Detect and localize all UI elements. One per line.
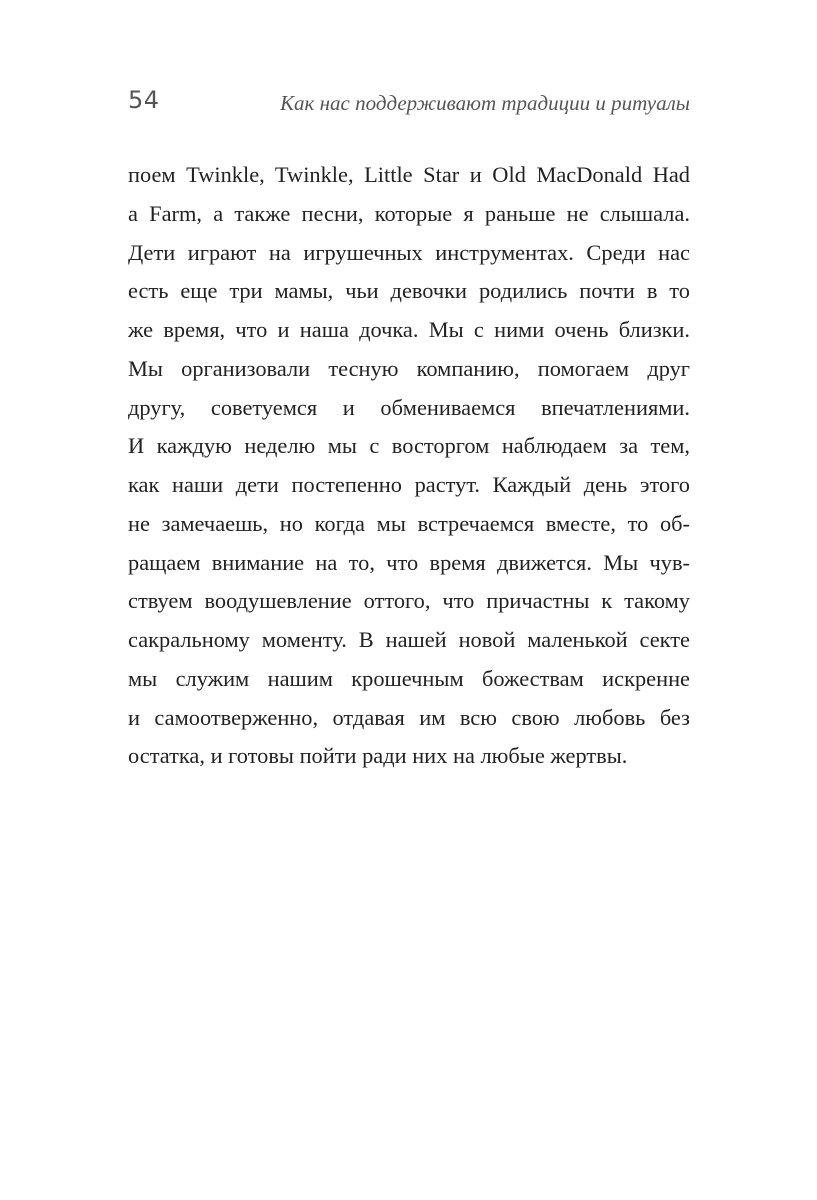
text-line: Дети играют на игрушечных инструментах. Среди нас (128, 239, 690, 265)
text-line: как наши дети постепенно растут. Каждый день этого (128, 472, 690, 497)
text-line: же время, что и наша дочка. Мы с ними очень близки. (128, 317, 690, 342)
text-line: поем Twinkle, Twinkle, Little Star и Old MacDonald Had (128, 162, 690, 187)
text-line: ствуем воодушевление оттого, что причастны к такому (128, 588, 690, 614)
text-line: и самоотверженно, отдавая им всю свою любовь без (128, 704, 690, 730)
body-text (128, 156, 690, 776)
text-line: мы служим нашим крошечным божествам искренне (128, 665, 690, 691)
text-line: ращаем внимание на то, что время движется. Мы чув- (128, 549, 690, 575)
text-line: сакральному моменту. В нашей новой маленькой секте (128, 627, 690, 652)
text-line: остатка, и готовы пойти ради них на любые жертвы. (128, 743, 628, 769)
text-line: Мы организовали тесную компанию, помогаем друг (128, 355, 690, 381)
text-line: есть еще три мамы, чьи девочки родились почти в то (128, 278, 690, 304)
text-line: И каждую неделю мы с восторгом наблюдаем за тем, (128, 433, 690, 459)
running-head (128, 82, 690, 122)
text-line: a Farm, а также песни, которые я раньше не слышала. (128, 200, 690, 226)
page-number: 54 (128, 86, 160, 114)
chapter-title: Как нас поддерживают традиции и ритуалы (280, 91, 690, 115)
text-line: другу, советуемся и обмениваемся впечатлениями. (128, 394, 690, 420)
text-line: не замечаешь, но когда мы встречаемся вместе, то об- (128, 510, 690, 536)
